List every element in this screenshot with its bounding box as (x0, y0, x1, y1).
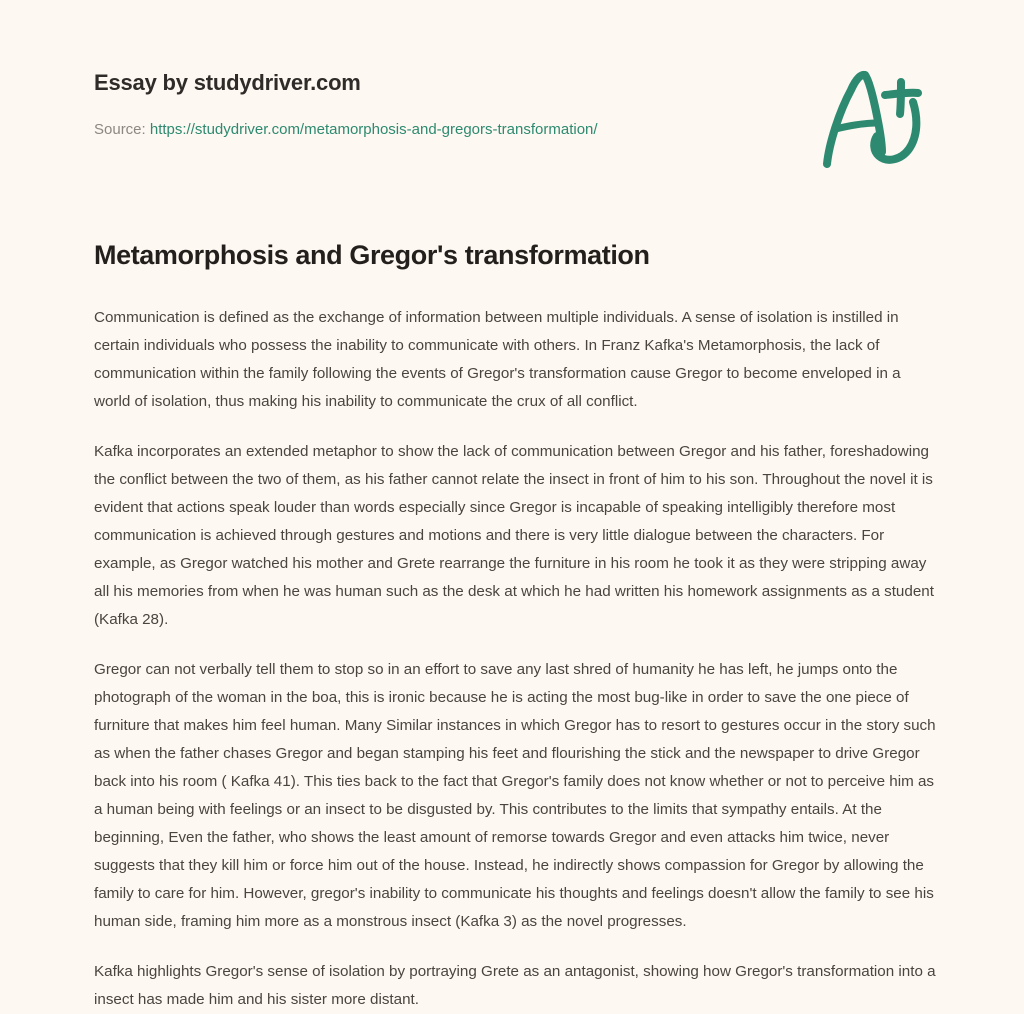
source-url-link[interactable]: https://studydriver.com/metamorphosis-and-gregors-transformation/ (149, 121, 598, 138)
article-paragraph: Communication is defined as the exchange of information between multiple individuals. A sense of isolation is instilled in certain individuals who possess the inability to communicate with others. In Franz Kafka's Metamorphosis, the lack of communication within the family following the events of Gregor's transformation cause Gregor to become enveloped in a world of isolation, thus making his inability to communicate the crux of all conflict. (94, 309, 901, 410)
article-title: Metamorphosis and Gregor's transformation (94, 240, 650, 270)
essay-byline: Essay by studydriver.com (94, 70, 361, 95)
article-body (94, 304, 938, 1014)
article-paragraph: Kafka incorporates an extended metaphor to show the lack of communication between Gregor and his father, foreshadowing the conflict between the two of them, as his father cannot relate the insect in front of him to his son. Throughout the novel it is evident that actions speak louder than words especially since Gregor is incapable of speaking intelligibly therefore most communication is achieved through gestures and motions and there is very little dialogue between the characters. For example, as Gregor watched his mother and Grete rearrange the furniture in his room he took it as they were stripping away all his memories from when he was human such as the desk at which he had written his homework assignments as a student (Kafka 28). (94, 443, 934, 628)
article-paragraph: Kafka highlights Gregor's sense of isolation by portraying Grete as an antagonist, showing how Gregor's transformation into a insect has made him and his sister more distant. (94, 963, 936, 1008)
document-header (0, 0, 1024, 200)
studydriver-logo[interactable] (815, 66, 935, 170)
source-label: Source: (94, 121, 146, 138)
a-plus-icon (815, 66, 935, 170)
article-container (94, 238, 938, 1014)
article-paragraph: Gregor can not verbally tell them to stop so in an effort to save any last shred of humanity he has left, he jumps onto the photograph of the woman in the boa, this is ironic because he is acting the most bug-like in order to save the one piece of furniture that makes him feel human. Many Similar instances in which Gregor has to resort to gestures occur in the story such as when the father chases Gregor and began stamping his feet and flourishing the stick and the newspaper to drive Gregor back into his room ( Kafka 41). This ties back to the fact that Gregor's family does not know whether or not to perceive him as a human being with feelings or an insect to be disgusted by. This contributes to the limits that sympathy entails. At the beginning, Even the father, who shows the least amount of remorse towards Gregor and even attacks him twice, never suggests that they kill him or force him out of the house. Instead, he indirectly shows compassion for Gregor by allowing the family to care for him. However, gregor's inability to communicate his thoughts and feelings doesn't allow the family to see his human side, framing him more as a monstrous insect (Kafka 3) as the novel progresses. (94, 661, 936, 930)
source-line (94, 120, 598, 140)
